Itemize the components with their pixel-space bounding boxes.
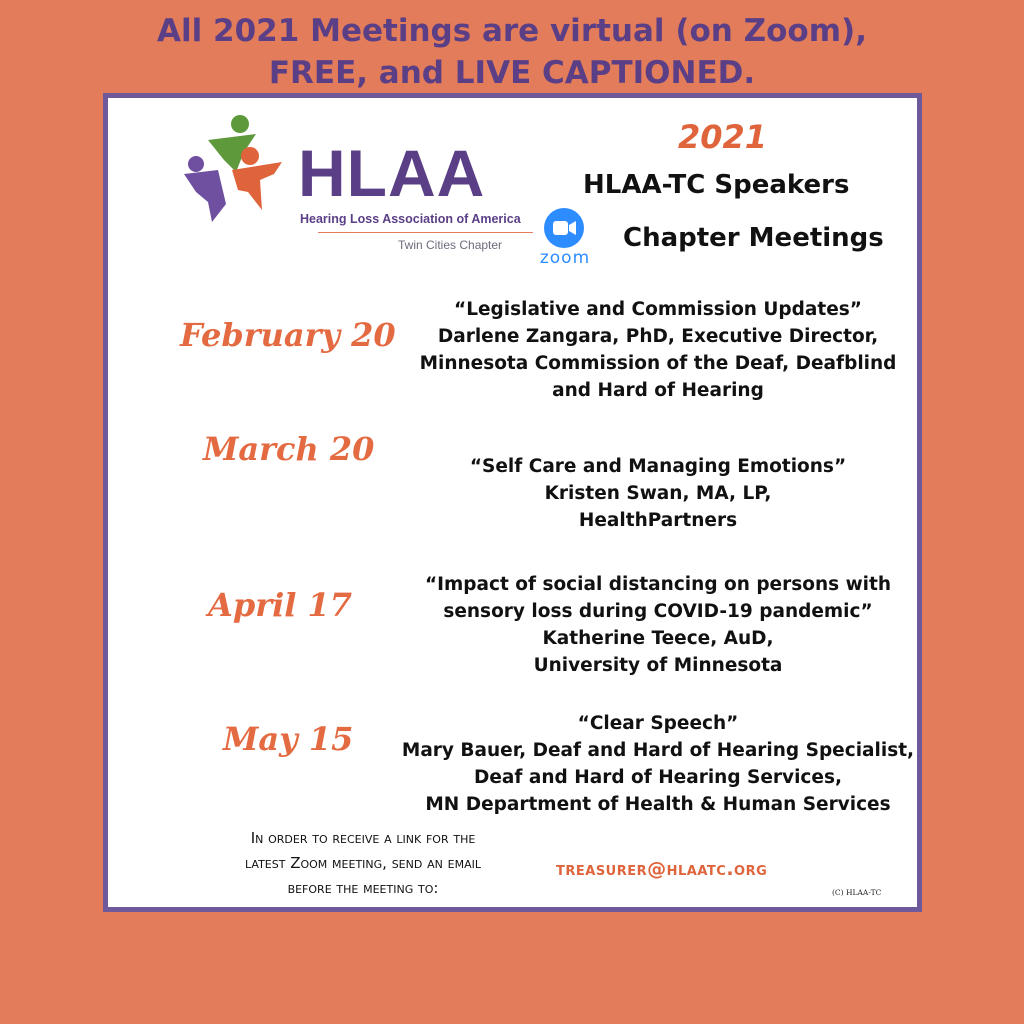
title-chapter-meetings: Chapter Meetings [623,223,884,253]
logo-divider [318,232,533,233]
registration-note-line: latest Zoom meeting, send an email [245,854,481,872]
hlaa-wordmark: HLAA [298,136,486,210]
registration-note [178,826,548,901]
meeting-details [398,296,918,404]
registration-note-line: In order to receive a link for the [250,829,476,847]
meeting-date: April 17 [208,586,353,624]
meeting-title: “Clear Speech” [577,713,739,734]
meeting-speaker: Mary Bauer, Deaf and Hard of Hearing Specialist, [401,740,915,761]
meeting-title: sensory loss during COVID-19 pandemic” [443,601,873,622]
banner-line-2: FREE, and LIVE CAPTIONED. [268,55,756,91]
title-speakers: HLAA-TC Speakers [583,170,850,200]
year-heading: 2021 [678,118,768,156]
meeting-details [398,710,918,818]
hlaa-subtitle: Hearing Loss Association of America [300,212,521,226]
meeting-speaker: Kristen Swan, MA, LP, [544,483,772,504]
meeting-details [388,571,928,679]
meeting-speaker: Darlene Zangara, PhD, Executive Director, [437,326,879,347]
zoom-logo [528,208,603,268]
copyright-notice: (C) HLAA-TC [832,888,882,897]
chapter-name: Twin Cities Chapter [398,238,503,252]
hlaa-logo [178,112,521,252]
meeting-title: “Self Care and Managing Emotions” [469,456,847,477]
meeting-affiliation: and Hard of Hearing [552,380,764,401]
registration-note-line: before the meeting to: [287,879,439,897]
zoom-label: zoom [539,248,591,268]
meeting-title: “Impact of social distancing on persons with [424,574,892,595]
contact-email-link[interactable]: treasurer@hlaatc.org [556,858,768,880]
banner-line-1: All 2021 Meetings are virtual (on Zoom), [157,13,867,49]
banner-headline [0,10,1024,94]
meeting-details [398,453,918,534]
meeting-date: February 20 [180,316,396,354]
meeting-title: “Legislative and Commission Updates” [454,299,862,320]
meeting-affiliation: University of Minnesota [533,655,783,676]
flyer-card [103,93,922,912]
meeting-date: March 20 [203,430,375,468]
meeting-date: May 15 [223,720,354,758]
zoom-camera-icon [544,208,584,248]
people-figures-icon [178,112,308,242]
meeting-affiliation: HealthPartners [578,510,738,531]
meeting-affiliation: Deaf and Hard of Hearing Services, [474,767,842,788]
meeting-speaker: Katherine Teece, AuD, [542,628,774,649]
meeting-affiliation: MN Department of Health & Human Services [425,794,891,815]
meeting-affiliation: Minnesota Commission of the Deaf, Deafblind [419,353,897,374]
